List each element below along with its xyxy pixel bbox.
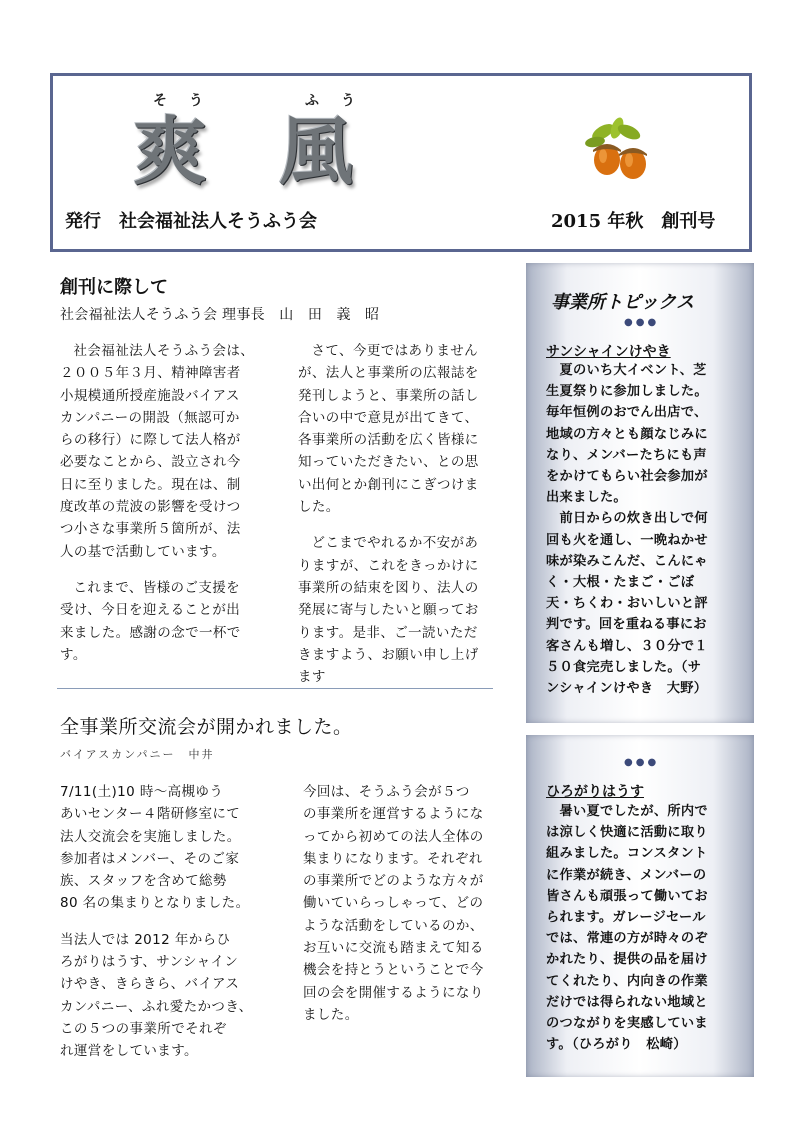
topic1-body — [546, 360, 746, 699]
text-line: お互いに交流も踏まえて知る — [303, 940, 484, 957]
text-line: この５つの事業所でそれぞ — [60, 1020, 227, 1037]
masthead-frame — [50, 73, 752, 252]
issue-line: 2015 年秋 創刊号 — [551, 211, 716, 232]
publisher-line: 発行 社会福祉法人そうふう会 — [65, 211, 317, 232]
text-line: ような活動をしているのか、 — [303, 917, 484, 934]
text-line: てくれたり、内向きの作業 — [546, 973, 708, 989]
text-line: ンシャインけやき 大野） — [546, 681, 708, 697]
article2-title: 全事業所交流会が開かれました。 — [60, 716, 353, 738]
section-divider — [57, 688, 493, 689]
text-line: 社会福祉法人そうふう会は、 — [73, 343, 255, 359]
text-line: 各事業所の活動を広く皆様に — [298, 432, 479, 449]
text-line: 天・ちくわ・おいしいと評 — [546, 596, 708, 612]
text-line: 日に至りました。現在は、制 — [60, 476, 241, 493]
text-line: 合いの中で意見が出てきて、 — [298, 409, 479, 426]
text-line: 発刊しようと、事業所の話し — [298, 387, 479, 404]
article1-title: 創刊に際して — [60, 277, 168, 298]
text-line: に作業が続き、メンバーの — [546, 867, 707, 883]
text-line: 必要なことから、設立され今 — [60, 454, 241, 471]
text-line: 地域の方々とも顔なじみに — [546, 426, 708, 442]
text-line: 知っていただきたい、との思 — [298, 454, 479, 471]
text-line: の事業所を運営するようにな — [303, 806, 484, 823]
text-line: らの移行）に際して法人格が — [60, 432, 241, 449]
text-line: 機会を持とうということで今 — [303, 962, 484, 979]
text-line: 回の会を開催するようになり — [303, 984, 484, 1001]
text-line: した。 — [298, 499, 340, 516]
text-line: 当法人では 2012 年からひ — [60, 931, 231, 948]
text-line: りますが、これをきっかけに — [298, 557, 479, 574]
text-line: ろがりはうす、サンシャイン — [60, 954, 239, 971]
text-line: なり、メンバーたちにも声 — [546, 447, 707, 463]
text-line: 集まりになります。それぞれ — [303, 850, 483, 867]
text-line: い出何とか創刊にこぎつけま — [298, 476, 479, 493]
sidebar-title: 事業所トピックス — [551, 292, 695, 313]
text-line: 今回は、そうふう会が５つ — [303, 784, 470, 800]
text-line: が、法人と事業所の広報誌を — [298, 365, 479, 382]
text-line: きますよう、お願い申し上げ — [298, 646, 479, 663]
text-line: 小規模通所授産施設バイアス — [60, 387, 240, 404]
title-ruby-right: ふう — [305, 93, 377, 109]
text-line: は涼しく快適に活動に取り — [546, 825, 708, 841]
title-ruby-left: そう — [153, 93, 225, 109]
article1-col2 — [298, 340, 508, 688]
title-char-fuu: 風 — [279, 109, 353, 195]
text-line: あいセンター４階研修室にて — [60, 806, 241, 823]
text-line: 生夏祭りに参加しました。 — [546, 384, 708, 400]
text-line: 判です。回を重ねる事にお — [546, 617, 707, 633]
text-line: 客さんも増し、３０分で１ — [546, 638, 708, 654]
text-line: 7/11(土)10 時～高槻ゆう — [60, 784, 224, 800]
dots-ornament: ●●● — [624, 317, 660, 328]
dots-ornament: ●●● — [624, 757, 660, 768]
text-line: 働いていらっしゃって、どの — [303, 895, 484, 912]
topic2-body — [546, 801, 746, 1055]
text-line: の事業所でどのような方々が — [303, 873, 484, 890]
text-line: 味が染みこんだ、こんにゃ — [546, 553, 708, 569]
text-line: 出来ました。 — [546, 490, 627, 506]
text-line: 参加者はメンバー、そのご家 — [60, 850, 240, 867]
text-line: す。 — [60, 646, 87, 663]
text-line: これまで、皆様のご支援を — [73, 579, 241, 596]
text-line: 来ました。感謝の念で一杯で — [60, 624, 241, 641]
text-line: 回も火を通し、一晩ねかせ — [546, 532, 708, 548]
text-line: 80 名の集まりとなりました。 — [60, 895, 250, 912]
text-line: 暑い夏でしたが、所内で — [546, 804, 708, 819]
text-line: ５０食完売しました。（サ — [546, 659, 702, 675]
text-line: ます — [298, 669, 326, 686]
text-line: す。（ひろがり 松崎） — [546, 1037, 687, 1053]
text-line: ります。是非、ご一読いただ — [298, 624, 478, 641]
text-line: 発展に寄与したいと願ってお — [298, 602, 479, 619]
text-line: では、常連の方が時々のぞ — [546, 931, 708, 947]
text-line: 前日からの炊き出しで何 — [546, 511, 708, 527]
text-line: 皆さんも頑張って働いてお — [546, 888, 708, 904]
sidebar-topics-box — [526, 263, 754, 723]
text-line: 夏のいち大イベント、芝 — [546, 363, 707, 378]
text-line: 受け、今日を迎えることが出 — [60, 602, 241, 619]
text-line: 人の基で活動しています。 — [60, 543, 226, 560]
text-line: 毎年恒例のおでん出店で、 — [546, 405, 708, 421]
text-line: さて、今更ではありません — [311, 343, 479, 359]
text-line: カンパニーの開設（無認可か — [60, 409, 240, 426]
text-line: つ小さな事業所５箇所が、法 — [60, 521, 241, 538]
article2-byline: バイアスカンパニー 中井 — [60, 748, 215, 761]
text-line: ってから初めての法人全体の — [303, 828, 484, 845]
text-line: 法人交流会を実施しました。 — [60, 828, 241, 845]
title-char-sou: 爽 — [133, 109, 207, 195]
text-line: られます。ガレージセール — [546, 910, 706, 926]
article1-byline: 社会福祉法人そうふう会 理事長 山 田 義 昭 — [60, 307, 380, 323]
article2-col2 — [303, 781, 508, 1026]
text-line: をかけてもらい社会参加が — [546, 469, 708, 485]
topic1-heading: サンシャインけやき — [546, 344, 671, 360]
text-line: けやき、きらきら、バイアス — [60, 976, 240, 993]
sidebar-topic2-box — [526, 735, 754, 1077]
text-line: れ運営をしています。 — [60, 1043, 198, 1060]
text-line: かれたり、提供の品を届け — [546, 952, 708, 968]
acorn-icon — [573, 116, 669, 184]
text-line: どこまでやれるか不安があ — [311, 535, 479, 552]
text-line: カンパニー、ふれ愛たかつき、 — [60, 998, 253, 1015]
text-line: 度改革の荒波の影響を受けつ — [60, 499, 241, 516]
text-line: のつながりを実感していま — [546, 1016, 708, 1032]
text-line: 事業所の結束を図り、法人の — [298, 579, 479, 596]
topic2-heading: ひろがりはうす — [546, 784, 644, 800]
text-line: く・大根・たまご・ごぼ — [546, 575, 695, 591]
text-line: だけでは得られない地域と — [546, 994, 708, 1010]
article2-col1 — [60, 781, 280, 1063]
article1-col1 — [60, 340, 280, 666]
text-line: 族、スタッフを含めて総勢 — [60, 873, 227, 890]
text-line: ました。 — [303, 1006, 359, 1023]
text-line: ２００５年３月、精神障害者 — [60, 365, 241, 382]
text-line: 組みました。コンスタント — [546, 846, 708, 862]
